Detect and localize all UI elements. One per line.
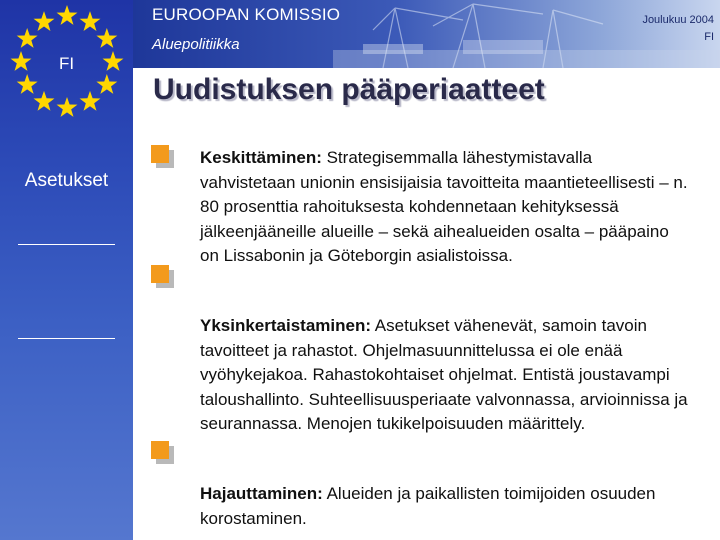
organization-name: EUROOPAN KOMISSIO: [152, 5, 341, 24]
bullet-body: Alueiden ja paikallisten toimijoiden osuuden korostaminen.: [200, 484, 656, 528]
eu-star-icon: [96, 28, 117, 48]
eu-star-icon: [17, 74, 38, 94]
sidebar-divider: [18, 338, 115, 339]
sidebar: [0, 0, 133, 540]
eu-star-icon: [80, 91, 101, 111]
department-name: Aluepolitiikka: [152, 36, 240, 53]
country-code: FI: [58, 54, 75, 73]
slide-title: Uudistuksen pääperiaatteet: [153, 73, 545, 106]
eu-star-icon: [80, 11, 101, 31]
date-label: Joulukuu 2004: [642, 14, 714, 26]
bullet-point-text: [200, 314, 690, 437]
orange-square-bullet-icon: [151, 441, 173, 463]
eu-star-icon: [96, 74, 117, 94]
bullet-point-text: [200, 146, 690, 269]
eu-star-icon: [57, 5, 78, 25]
sidebar-section-label: Asetukset: [24, 170, 109, 191]
bullet-body: Asetukset vähenevät, samoin tavoin tavoitteet ja rahastot. Ohjelmasuunnittelussa ei ole enää vyöhykejakoa. Rahastokohtaiset ohjelmat. Entistä joustavampi taloushallinto. Suhteellisuusperiaate valvonnassa, arvioinnissa ja seurannassa. Menojen tukikelpoisuuden määrittely.: [200, 316, 688, 433]
eu-star-icon: [34, 91, 55, 111]
bullet-point-text: [200, 482, 690, 531]
sidebar-divider: [18, 244, 115, 245]
bullet-heading: Keskittäminen:: [200, 148, 322, 167]
bullet-heading: Hajauttaminen:: [200, 484, 323, 503]
eu-star-icon: [17, 28, 38, 48]
orange-square-bullet-icon: [151, 145, 173, 167]
orange-square-bullet-icon: [151, 265, 173, 287]
language-code: FI: [704, 31, 714, 43]
bullet-body: Strategisemmalla lähestymistavalla vahvistetaan unionin ensisijaisia tavoitteita maantieteellisesti – n. 80 prosenttia rahoituksesta kohdennetaan kehityksessä jälkeenjääneille alueille – sekä aihealueiden osalta – pääpaino on Lissabonin ja Göteborgin asialistoissa.: [200, 148, 688, 265]
eu-star-icon: [34, 11, 55, 31]
eu-star-icon: [57, 97, 78, 117]
bullet-heading: Yksinkertaistaminen:: [200, 316, 372, 335]
